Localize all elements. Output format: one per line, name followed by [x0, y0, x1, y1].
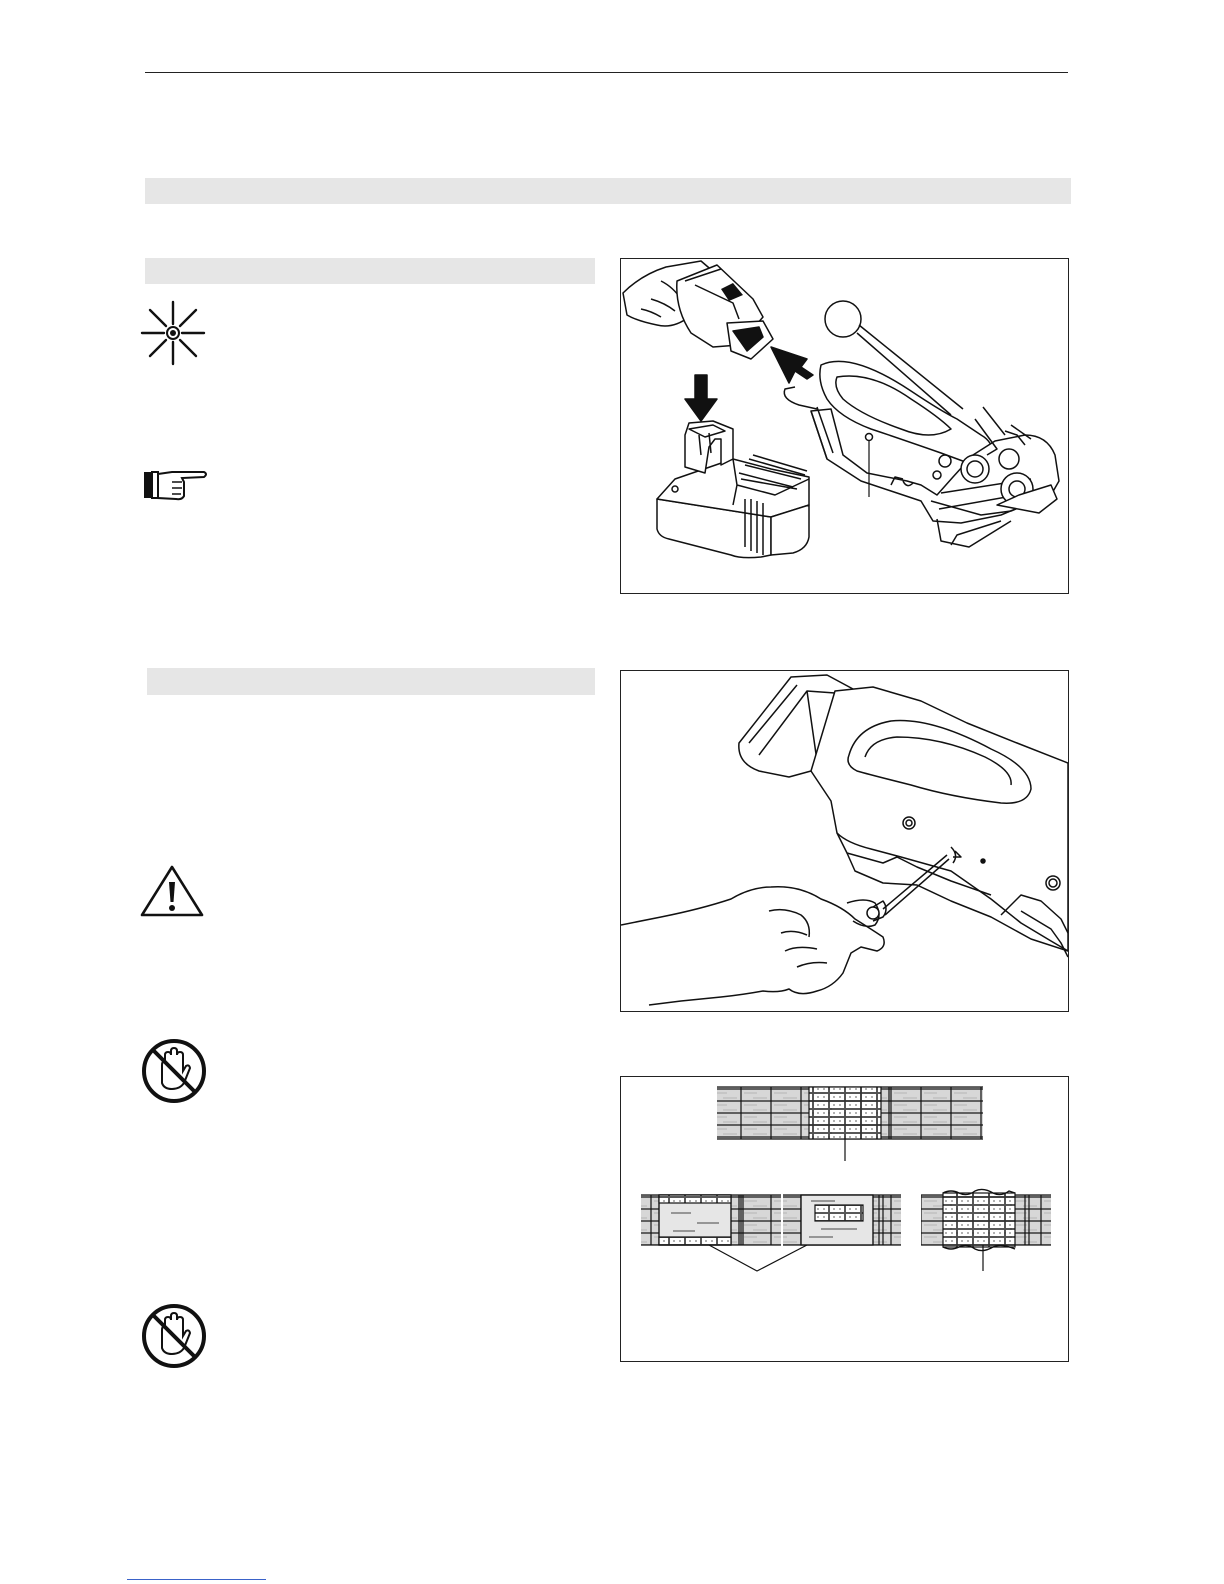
battery-charging-figure: [620, 258, 1069, 594]
section-title-bar: [145, 178, 1071, 204]
bottom-link-underline: [127, 1579, 266, 1580]
adjustment-figure: [620, 670, 1069, 1012]
no-gloves-icon: [140, 1037, 208, 1105]
light-burst-icon: [138, 298, 208, 368]
weld-quality-figure: [620, 1076, 1069, 1362]
subsection-battery-bar: [145, 258, 595, 284]
warning-triangle-icon: [139, 864, 205, 918]
no-gloves-icon: [140, 1302, 208, 1370]
subsection-adjustment-bar: [147, 668, 595, 695]
header-rule: [145, 72, 1068, 73]
pointing-hand-icon: [142, 464, 212, 506]
